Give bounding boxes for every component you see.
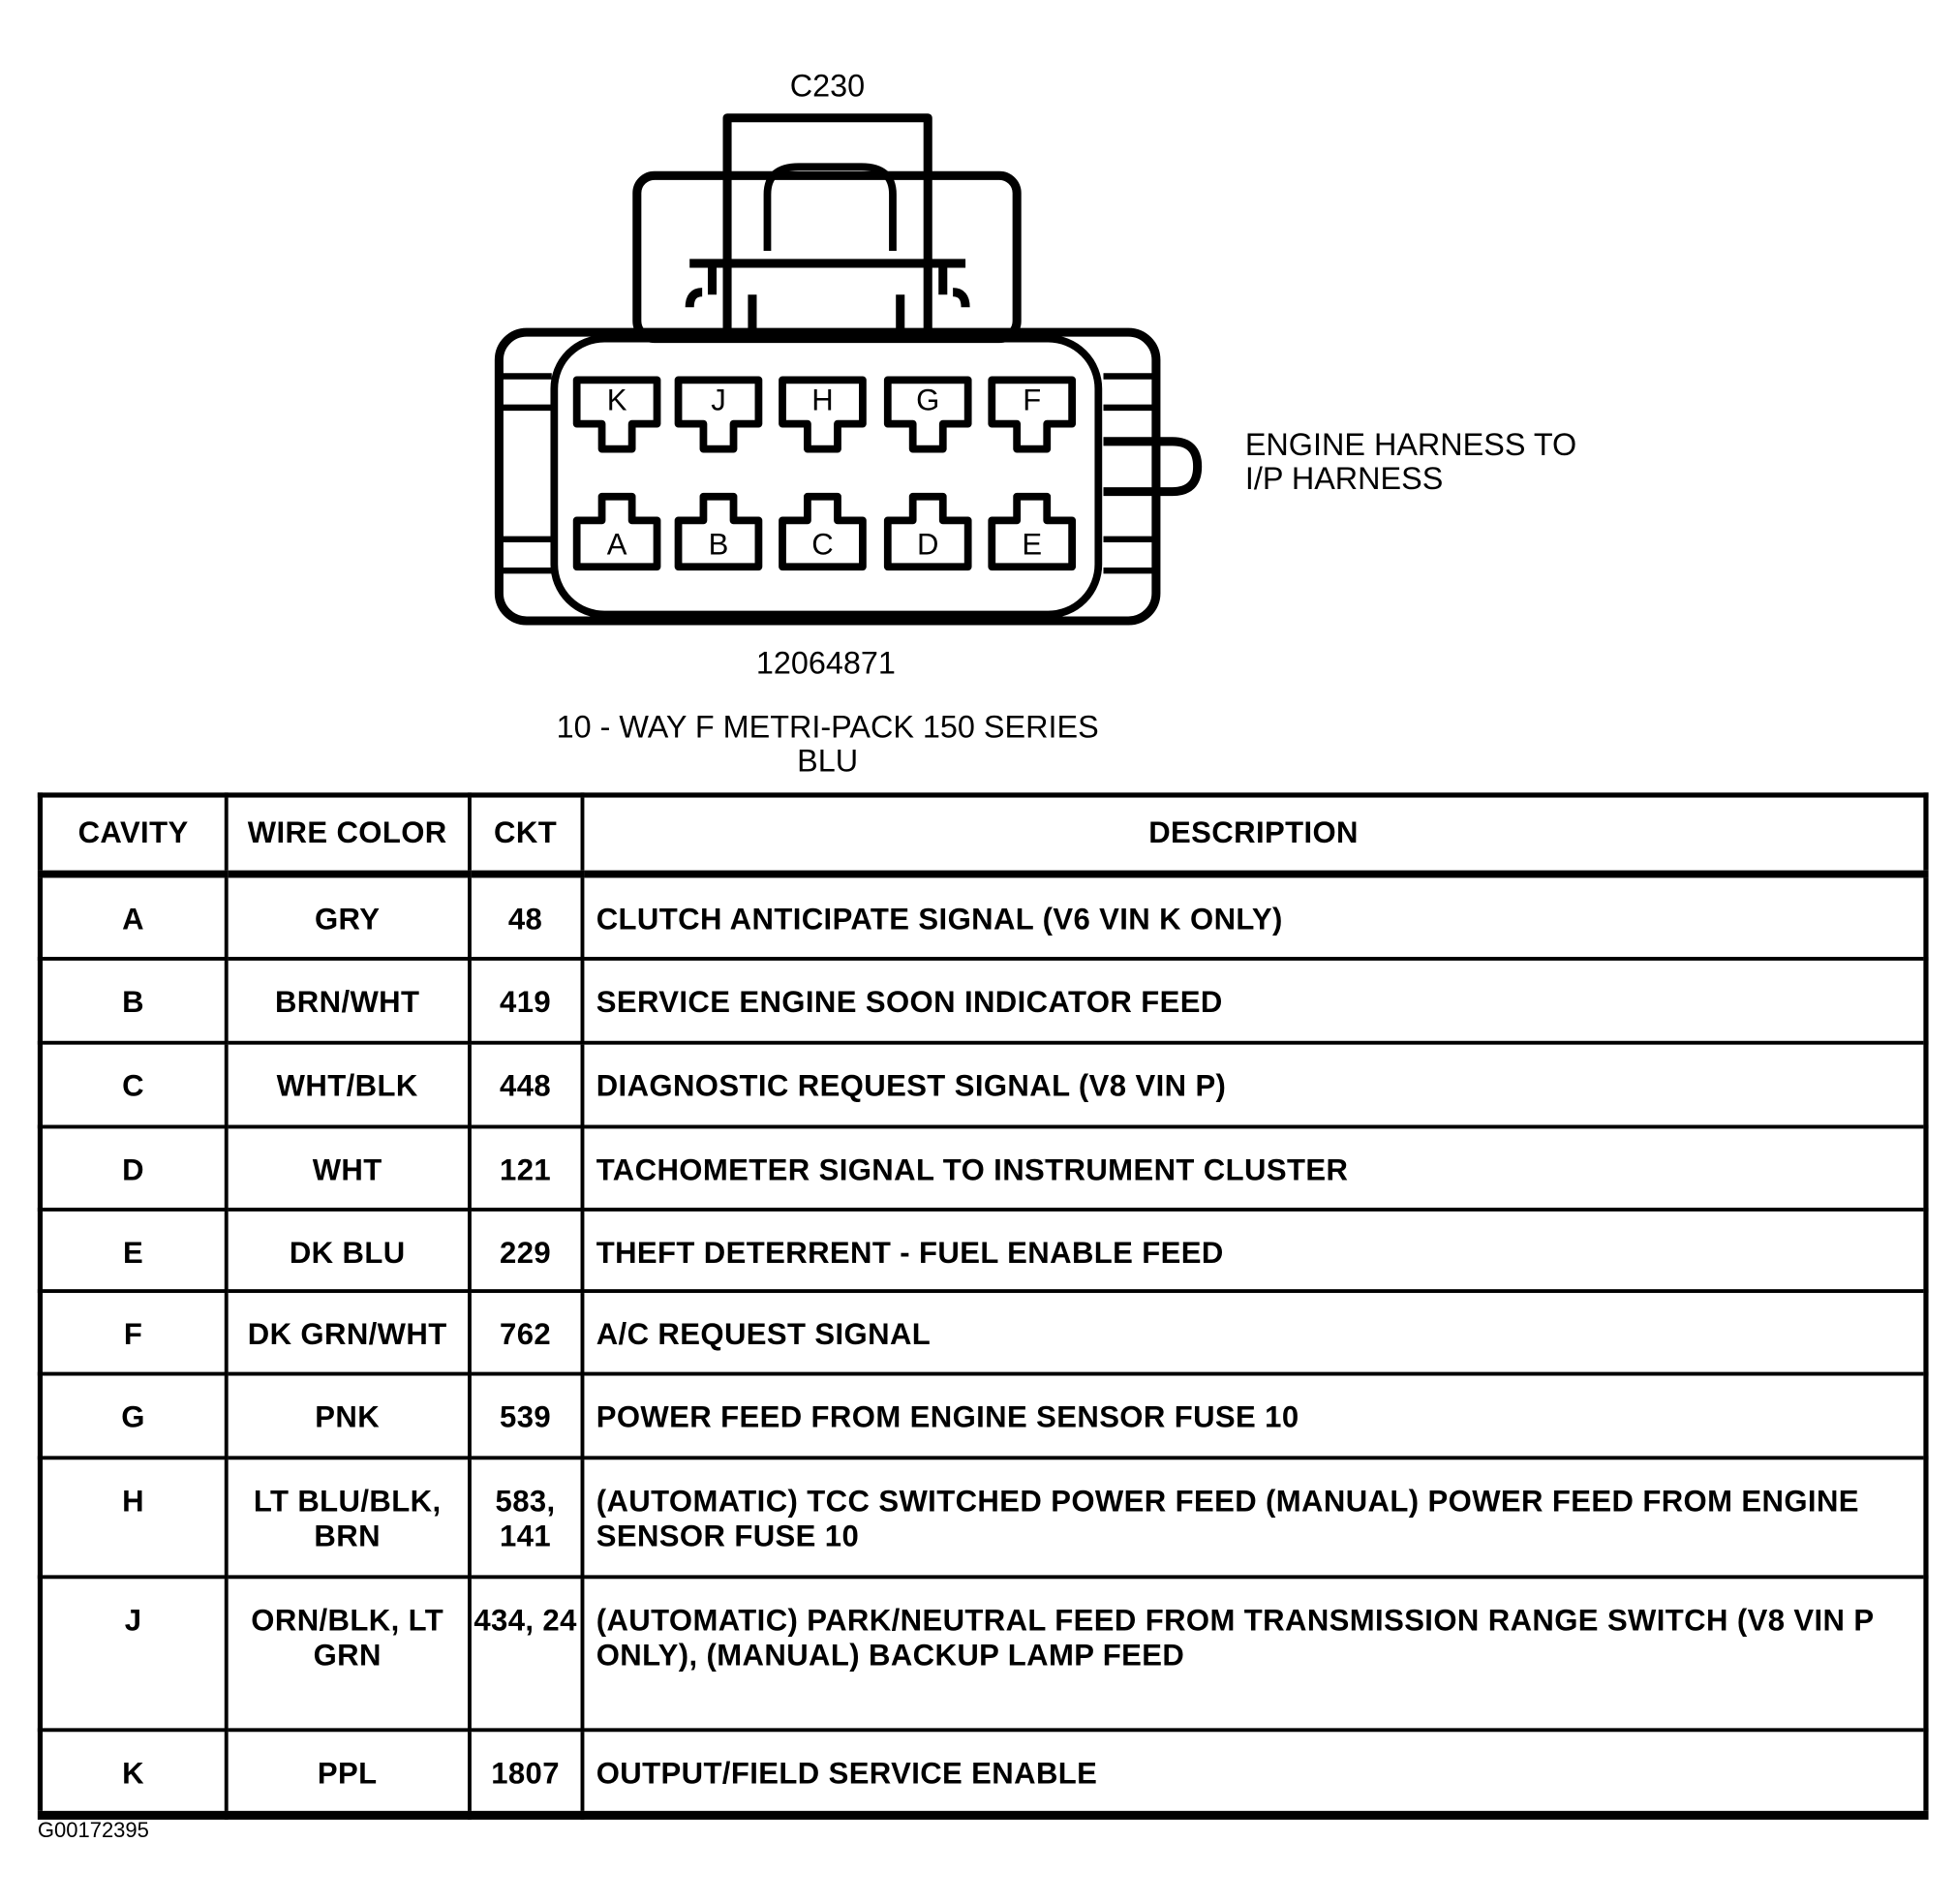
wire-color-cell: BRN/WHT — [226, 958, 469, 1042]
wire-color-cell: ORN/BLK, LT GRN — [226, 1577, 469, 1730]
description-cell: SERVICE ENGINE SOON INDICATOR FEED — [582, 958, 1926, 1042]
ckt-cell: 419 — [469, 958, 582, 1042]
table-row — [40, 1730, 1926, 1815]
description-cell: THEFT DETERRENT - FUEL ENABLE FEED — [582, 1209, 1926, 1290]
cavity-label: B — [708, 528, 729, 563]
description-cell: (AUTOMATIC) TCC SWITCHED POWER FEED (MANUAL) POWER FEED FROM ENGINE SENSOR FUSE 10 — [582, 1458, 1926, 1577]
cavity-cell: J — [40, 1577, 226, 1730]
part-number: 12064871 — [755, 645, 896, 682]
description-cell: POWER FEED FROM ENGINE SENSOR FUSE 10 — [582, 1373, 1926, 1458]
cavity-cell: G — [40, 1373, 226, 1458]
description-cell: CLUTCH ANTICIPATE SIGNAL (V6 VIN K ONLY) — [582, 875, 1926, 959]
cavity-label: D — [916, 528, 939, 563]
ckt-cell: 229 — [469, 1209, 582, 1290]
ckt-cell: 1807 — [469, 1730, 582, 1815]
description-cell: DIAGNOSTIC REQUEST SIGNAL (V8 VIN P) — [582, 1042, 1926, 1126]
table-row — [40, 1373, 1926, 1458]
cavity-cell: C — [40, 1042, 226, 1126]
description-cell: (AUTOMATIC) PARK/NEUTRAL FEED FROM TRANSMISSION RANGE SWITCH (V8 VIN P ONLY), (MANUAL) BACKUP LAMP FEED — [582, 1577, 1926, 1730]
table-row — [40, 1577, 1926, 1730]
connector-type: 10 - WAY F METRI-PACK 150 SERIES — [556, 709, 1099, 746]
figure-code: G00172395 — [37, 1818, 149, 1843]
table-row — [40, 1126, 1926, 1209]
ckt-cell: 448 — [469, 1042, 582, 1126]
header-description: DESCRIPTION — [582, 795, 1926, 875]
ckt-cell: 583, 141 — [469, 1458, 582, 1577]
table-row — [40, 1042, 1926, 1126]
cavity-label: J — [711, 384, 726, 418]
pinout-table — [38, 792, 1929, 1819]
wire-color-cell: LT BLU/BLK, BRN — [226, 1458, 469, 1577]
ckt-cell: 434, 24 — [469, 1577, 582, 1730]
cavity-cell: K — [40, 1730, 226, 1815]
cavity-cell: E — [40, 1209, 226, 1290]
cavity-label: E — [1022, 528, 1043, 563]
cavity-cell: F — [40, 1290, 226, 1372]
table-row — [40, 1458, 1926, 1577]
header-ckt: CKT — [469, 795, 582, 875]
cavity-cell: A — [40, 875, 226, 959]
wire-color-cell: WHT/BLK — [226, 1042, 469, 1126]
ckt-cell: 762 — [469, 1290, 582, 1372]
cavity-label: K — [606, 384, 627, 418]
cavity-label: G — [916, 384, 940, 418]
cavity-label: C — [811, 528, 834, 563]
location-line-2: I/P HARNESS — [1244, 461, 1444, 497]
header-cavity: CAVITY — [40, 795, 226, 875]
wire-color-cell: PNK — [226, 1373, 469, 1458]
table-row — [40, 1209, 1926, 1290]
cavity-cell: B — [40, 958, 226, 1042]
location-line-1: ENGINE HARNESS TO — [1244, 427, 1577, 463]
table-header-row — [40, 795, 1926, 875]
ckt-cell: 539 — [469, 1373, 582, 1458]
cavity-label: F — [1023, 384, 1042, 418]
table-row — [40, 875, 1926, 959]
wire-color-cell: DK BLU — [226, 1209, 469, 1290]
wire-color-cell: PPL — [226, 1730, 469, 1815]
cavity-cell: D — [40, 1126, 226, 1209]
wire-color-cell: DK GRN/WHT — [226, 1290, 469, 1372]
header-wire-color: WIRE COLOR — [226, 795, 469, 875]
connector-location — [1245, 429, 1576, 497]
ckt-cell: 48 — [469, 875, 582, 959]
table-row — [40, 958, 1926, 1042]
connector-color: BLU — [797, 743, 859, 780]
description-cell: A/C REQUEST SIGNAL — [582, 1290, 1926, 1372]
cavity-label: A — [606, 528, 627, 563]
ckt-cell: 121 — [469, 1126, 582, 1209]
cavity-label: H — [811, 384, 834, 418]
wire-color-cell: WHT — [226, 1126, 469, 1209]
connector-id: C230 — [789, 69, 866, 105]
table-row — [40, 1290, 1926, 1372]
cavity-cell: H — [40, 1458, 226, 1577]
wire-color-cell: GRY — [226, 875, 469, 959]
description-cell: OUTPUT/FIELD SERVICE ENABLE — [582, 1730, 1926, 1815]
description-cell: TACHOMETER SIGNAL TO INSTRUMENT CLUSTER — [582, 1126, 1926, 1209]
